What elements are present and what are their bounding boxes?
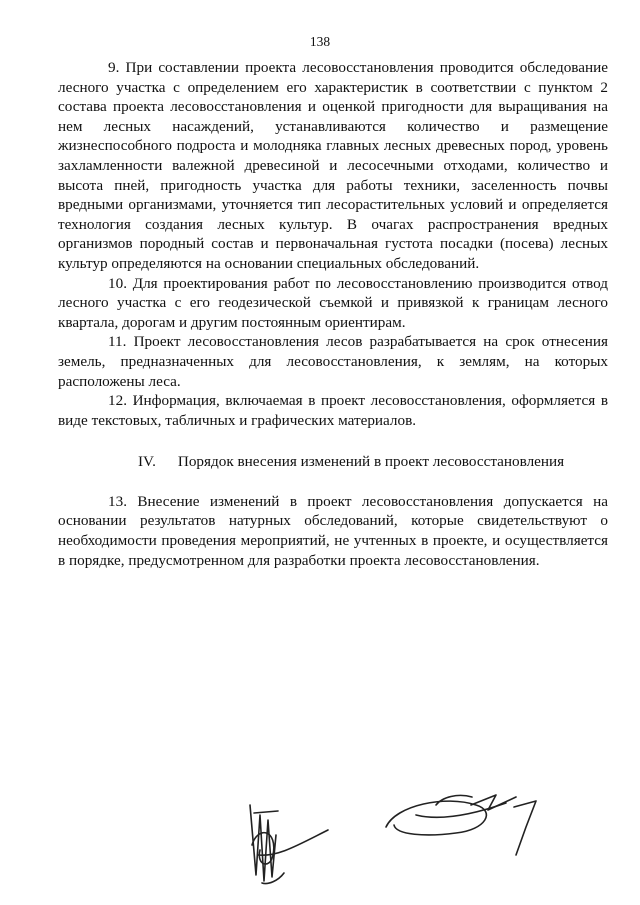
section-title: Порядок внесения изменений в проект лесовосстановления <box>177 453 565 471</box>
paragraph-10: 10. Для проектирования работ по лесовосстановлению производится отвод лесного участка с его геодезической съемкой и привязкой к границам лесного квартала, дорогам и другим постоянным ориентирам. <box>58 274 608 331</box>
paragraph-12: 12. Информация, включаемая в проект лесовосстановления, оформляется в виде текстовых, табличных и графических материалов. <box>58 392 608 429</box>
document-body <box>58 58 608 570</box>
paragraph-11: 11. Проект лесовосстановления лесов разрабатывается на срок отнесения земель, предназначенных для лесовосстановления, к землям, на которых расположены леса. <box>58 333 608 390</box>
section-heading <box>58 452 608 472</box>
signature-right <box>376 775 556 885</box>
signature-left <box>238 785 348 895</box>
signatures-area <box>0 775 640 905</box>
paragraph-9: 9. При составлении проекта лесовосстановления проводится обследование лесного участка с определением его характеристик в соответствии с пунктом 2 состава проекта лесовосстановления и оценкой пригодности для выращивания на нем лесных насаждений, устанавливаются количество и размещение жизнеспособного подроста и молодняка главных лесных древесных пород, уровень захламленности валежной древесиной и лесосечными отходами, количество и высота пней, пригодность участка для работы техники, заселенность почвы вредными организмами, уточняется тип лесорастительных условий и определяется технология создания лесных культур. В очагах распространения вредных организмов породный состав и первоначальная густота посадки (посева) лесных культур определяются на основании специальных обследований. <box>58 59 608 272</box>
section-number: IV. <box>138 453 156 471</box>
page-number: 138 <box>309 34 331 49</box>
paragraph-13: 13. Внесение изменений в проект лесовосстановления допускается на основании результатов натурных обследований, которые свидетельствуют о необходимости проведения мероприятий, не учтенных в проекте, и осуществляется в порядке, предусмотренном для разработки проекта лесовосстановления. <box>58 492 608 569</box>
